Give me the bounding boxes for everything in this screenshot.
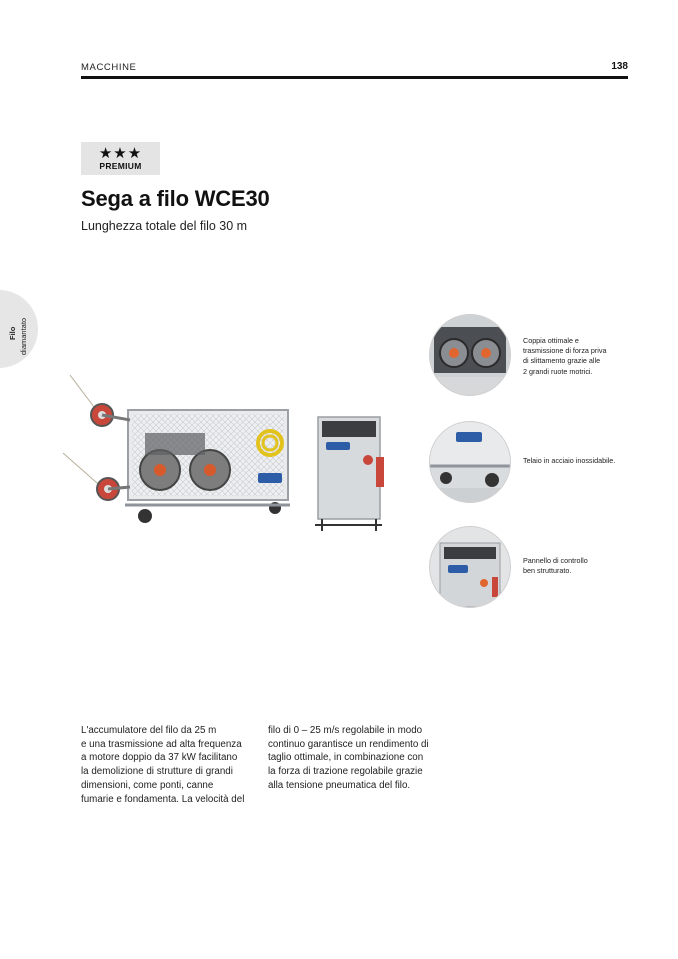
section-label: MACCHINE <box>81 62 137 73</box>
detail-caption-2 <box>523 456 638 466</box>
detail-1-line-1: Coppia ottimale e <box>523 336 579 345</box>
side-tab-line1: Filo <box>8 326 17 340</box>
detail-caption-3 <box>523 556 638 576</box>
body-line: L'accumulatore del filo da 25 m <box>81 725 217 736</box>
body-line: dimensioni, come ponti, canne <box>81 779 214 791</box>
product-title: Sega a filo WCE30 <box>81 186 270 211</box>
frame-detail-image <box>429 421 511 503</box>
side-tab-label <box>6 300 34 360</box>
header-rule <box>81 76 628 79</box>
body-column-2 <box>268 724 448 793</box>
body-line: fumarie e fondamenta. La velocità del <box>81 793 245 805</box>
badge-label: PREMIUM <box>99 161 142 171</box>
body-line: la demolizione di strutture di grandi <box>81 766 233 778</box>
side-tab-line2: diamantato <box>19 317 28 355</box>
body-line: filo di 0 – 25 m/s regolabile in modo <box>268 725 423 736</box>
rating-stars-icon: ★★★ <box>98 145 143 162</box>
premium-badge <box>81 142 160 175</box>
body-line: la forza di trazione regolabile grazie <box>268 766 423 778</box>
wire-saw-product-image <box>60 365 400 535</box>
body-line: a motore doppio da 37 kW facilitano <box>81 752 238 764</box>
detail-caption-1 <box>523 336 638 377</box>
detail-3-line-2: ben strutturato. <box>523 566 572 576</box>
detail-1-line-3: di slittamento grazie alle <box>523 356 601 366</box>
detail-2-line-1: Telaio in acciaio inossidabile. <box>523 456 616 465</box>
detail-1-line-4: 2 grandi ruote motrici. <box>523 366 593 376</box>
detail-1-line-2: trasmissione di forza priva <box>523 346 607 356</box>
product-subtitle: Lunghezza totale del filo 30 m <box>81 219 248 233</box>
body-line: e una trasmissione ad alta frequenza <box>81 738 242 750</box>
body-column-1 <box>81 724 261 806</box>
control-panel-detail-image <box>429 526 511 608</box>
body-line: alla tensione pneumatica del filo. <box>268 779 411 791</box>
drive-wheels-detail-image <box>429 314 511 396</box>
body-line: continuo garantisce un rendimento di <box>268 738 429 750</box>
page-number: 138 <box>611 61 628 72</box>
body-line: taglio ottimale, in combinazione con <box>268 752 424 764</box>
detail-3-line-1: Pannello di controllo <box>523 556 588 565</box>
